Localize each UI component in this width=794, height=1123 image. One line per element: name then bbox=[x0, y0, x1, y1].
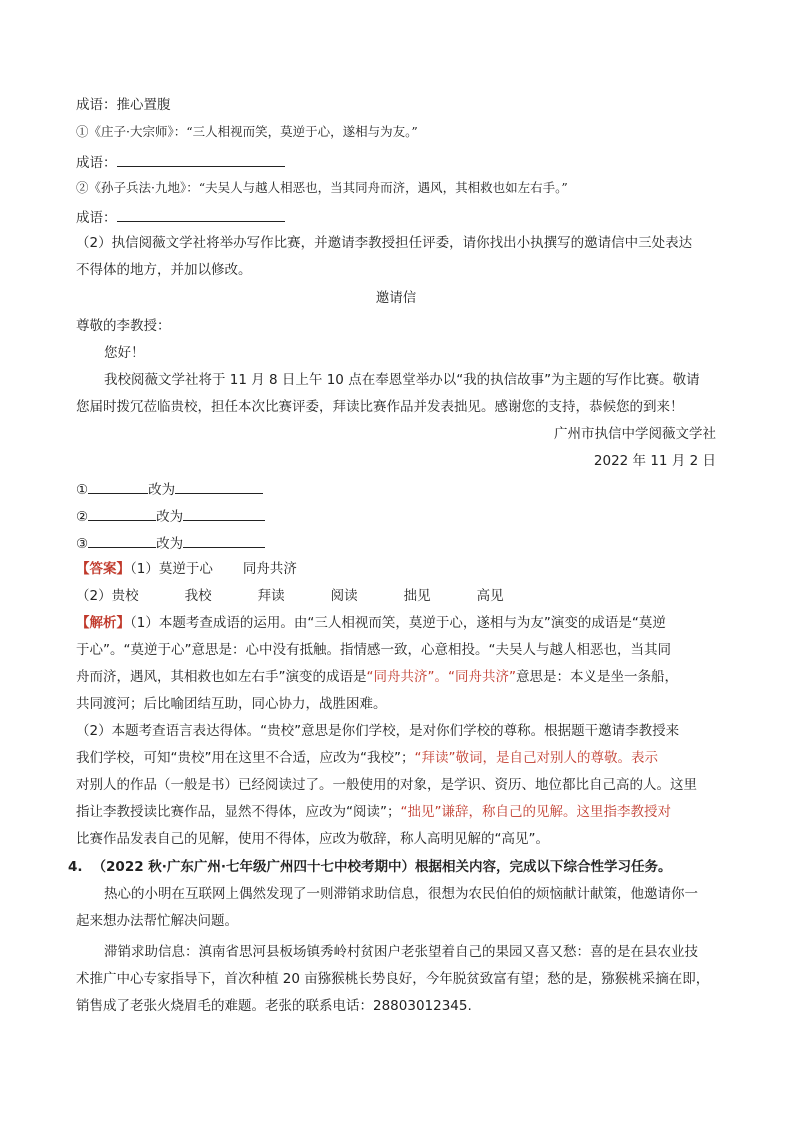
chengyu-line-2 bbox=[76, 152, 716, 172]
chengyu-label: 成语： bbox=[76, 155, 117, 171]
analysis-text: 指让李教授读比赛作品，显然不得体，应改为“阅读”； bbox=[76, 804, 401, 820]
analysis-text: 意思是：本义是坐一条船， bbox=[515, 669, 678, 685]
correction-row-2 bbox=[76, 506, 716, 526]
analysis-text: 舟而济，遇风，其相救也如左右手”演变的成语是 bbox=[76, 669, 367, 685]
analysis-line-1 bbox=[76, 614, 716, 632]
answer-blank[interactable] bbox=[117, 207, 285, 222]
circled-number: ② bbox=[76, 509, 89, 525]
analysis-line-9: 比赛作品发表自己的见解，使用不得体，应改为敬辞，称人高明见解的“高见”。 bbox=[76, 831, 549, 847]
question-title: （2022 秋·广东广州·七年级广州四十七中校考期中）根据相关内容，完成以下综合性学习任务。 bbox=[92, 859, 672, 875]
help-info-line-c: 销售成了老张火烧眉毛的难题。老张的联系电话：28803012345. bbox=[76, 998, 472, 1014]
chengyu-line-1: 成语：推心置腹 bbox=[76, 97, 171, 113]
answer-2-item: 阅读 bbox=[330, 588, 358, 604]
letter-greeting: 您好！ bbox=[104, 345, 145, 361]
analysis-text: 我们学校，可知“贵校”用在这里不合适，应改为“我校”； bbox=[76, 750, 415, 766]
analysis-highlight: “同舟共济”。“同舟共济” bbox=[366, 669, 516, 685]
letter-salutation: 尊敬的李教授： bbox=[76, 318, 171, 334]
correction-row-3 bbox=[76, 533, 716, 553]
analysis-line-4: 共同渡河；后比喻团结互助，同心协力，战胜困难。 bbox=[76, 696, 387, 712]
help-info-line-a: 滞销求助信息：滇南省思河县板场镇秀岭村贫困户老张望着自己的果园又喜又愁：喜的是在县农业技 bbox=[104, 944, 698, 960]
circled-number: ① bbox=[76, 482, 89, 498]
letter-title: 邀请信 bbox=[375, 290, 417, 306]
circled-number: ③ bbox=[76, 536, 89, 552]
question-4-title bbox=[68, 858, 718, 876]
letter-body-line-b: 您届时拨冗莅临贵校，担任本次比赛评委，拜读比赛作品并发表拙见。感谢您的支持，恭候您的到来！ bbox=[76, 399, 684, 415]
letter-signature: 广州市执信中学阅薇文学社 bbox=[554, 426, 716, 442]
analysis-line-5: （2）本题考查语言表达得体。“贵校”意思是你们学校，是对你们学校的尊称。根据题干邀请李教授来 bbox=[76, 723, 680, 739]
analysis-line-8 bbox=[76, 803, 716, 821]
answer-1-second: 同舟共济 bbox=[242, 561, 297, 577]
answer-2-item: 拜读 bbox=[257, 588, 285, 604]
answer-2-item: 拙见 bbox=[403, 588, 431, 604]
answer-label: 【答案】 bbox=[76, 561, 130, 577]
answer-line-1 bbox=[76, 560, 716, 578]
revised-blank[interactable] bbox=[183, 506, 265, 521]
question-number: 4. bbox=[68, 859, 83, 875]
question-2-line-b: 不得体的地方，并加以修改。 bbox=[76, 262, 252, 278]
question-2-line-a: （2）执信阅薇文学社将举办写作比赛，并邀请李教授担任评委，请你找出小执撰写的邀请信中三处表达 bbox=[76, 235, 693, 251]
analysis-highlight: “拜读”敬词，是自己对别人的尊敬。表示 bbox=[414, 750, 658, 766]
change-to-label: 改为 bbox=[156, 509, 184, 525]
original-blank[interactable] bbox=[88, 506, 156, 521]
analysis-text: （1）本题考查成语的运用。由“三人相视而笑，莫逆于心，遂相与为友”演变的成语是“莫逆 bbox=[130, 615, 666, 631]
chengyu-line-3 bbox=[76, 207, 716, 227]
letter-date: 2022 年 11 月 2 日 bbox=[593, 453, 716, 469]
analysis-line-2: 于心”。“莫逆于心”意思是：心中没有抵触。指情感一致，心意相投。“夫吴人与越人相恶也，当其同 bbox=[76, 642, 671, 658]
analysis-line-7: 对别人的作品（一般是书）已经阅读过了。一般使用的对象，是学识、资历、地位都比自己高的人。这里 bbox=[76, 777, 697, 793]
analysis-highlight: “拙见”谦辞，称自己的见解。这里指李教授对 bbox=[400, 804, 671, 820]
chengyu-label: 成语： bbox=[76, 210, 117, 226]
quote-zhuangzi: ①《庄子·大宗师》：“三人相视而笑，莫逆于心，遂相与为友。” bbox=[76, 124, 418, 139]
question-4-intro-a: 热心的小明在互联网上偶然发现了一则滞销求助信息，很想为农民伯伯的烦恼献计献策，他邀请你一 bbox=[104, 886, 698, 902]
original-blank[interactable] bbox=[88, 479, 148, 494]
revised-blank[interactable] bbox=[175, 479, 263, 494]
answer-2-item: 高见 bbox=[476, 588, 504, 604]
change-to-label: 改为 bbox=[156, 536, 184, 552]
revised-blank[interactable] bbox=[183, 533, 265, 548]
answer-blank[interactable] bbox=[117, 152, 285, 167]
letter-body-line-a: 我校阅薇文学社将于 11 月 8 日上午 10 点在奉恩堂举办以“我的执信故事”为主题的写作比赛。敬请 bbox=[104, 372, 700, 388]
help-info-line-b: 术推广中心专家指导下，首次种植 20 亩猕猴桃长势良好，今年脱贫致富有望；愁的是，猕猴桃采摘在即， bbox=[76, 971, 710, 987]
change-to-label: 改为 bbox=[148, 482, 176, 498]
answer-1-first: （1）莫逆于心 bbox=[130, 561, 213, 577]
answer-2-item: 我校 bbox=[184, 588, 212, 604]
analysis-line-6 bbox=[76, 749, 716, 767]
question-4-intro-b: 起来想办法帮忙解决问题。 bbox=[76, 913, 238, 929]
quote-sunzi: ②《孙子兵法·九地》：“夫吴人与越人相恶也，当其同舟而济，遇风，其相救也如左右手。” bbox=[76, 180, 568, 195]
analysis-label: 【解析】 bbox=[76, 615, 130, 631]
original-blank[interactable] bbox=[88, 533, 156, 548]
correction-row-1 bbox=[76, 479, 716, 499]
answer-2-item: （2）贵校 bbox=[76, 588, 139, 604]
answer-line-2 bbox=[76, 587, 716, 605]
analysis-line-3 bbox=[76, 668, 716, 686]
